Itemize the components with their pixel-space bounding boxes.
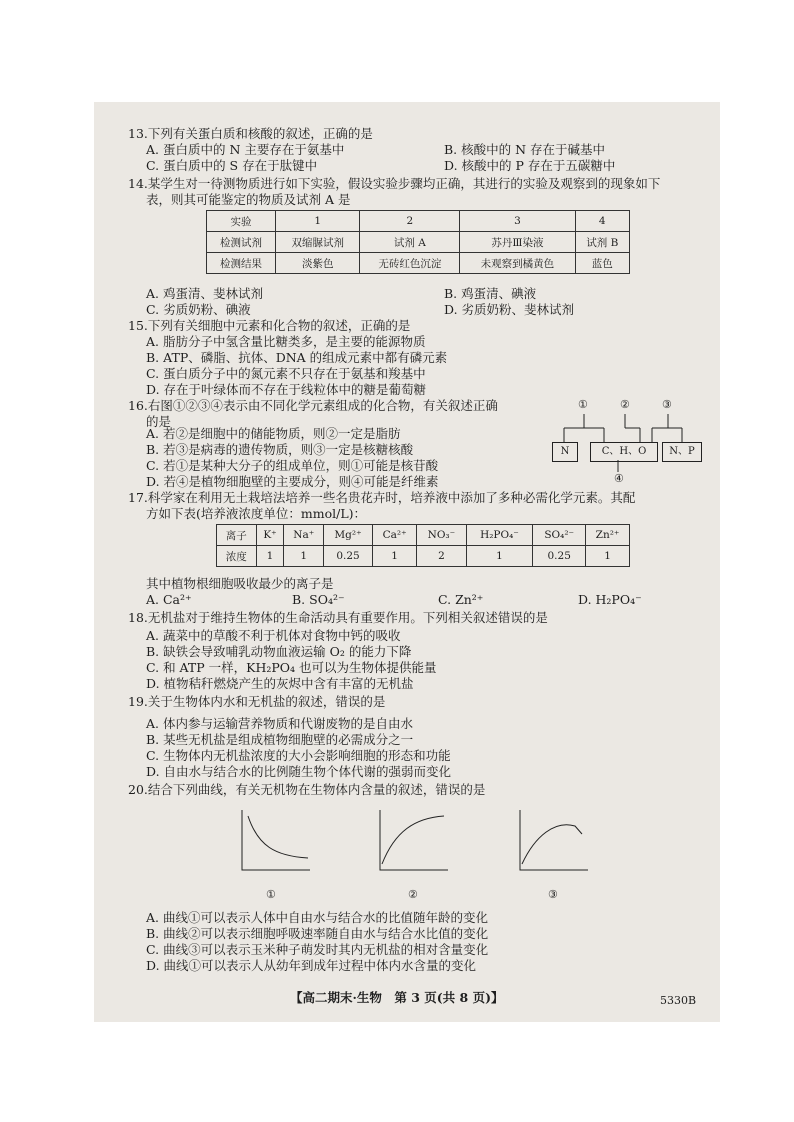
- q17-option-b: B. SO₄²⁻: [292, 592, 345, 607]
- cell: 检测结果: [207, 253, 276, 274]
- q13-option-b: B. 核酸中的 N 存在于碱基中: [444, 142, 606, 157]
- cell: 1: [586, 546, 630, 567]
- cell: 浓度: [217, 546, 257, 567]
- q20-stem: 20.结合下列曲线，有关无机物在生物体内含量的叙述，错误的是: [128, 782, 486, 797]
- q13-option-c: C. 蛋白质中的 S 存在于肽键中: [146, 158, 318, 173]
- cell: 蓝色: [575, 253, 629, 274]
- cell: 未观察到橘黄色: [460, 253, 575, 274]
- q20-option-c: C. 曲线③可以表示玉米种子萌发时其内无机盐的相对含量变化: [146, 942, 489, 957]
- label-2: ②: [620, 398, 630, 411]
- q17-option-d: D. H₂PO₄⁻: [578, 592, 642, 607]
- q16-option-c: C. 若①是某种大分子的组成单位，则①可能是核苷酸: [146, 458, 439, 473]
- cell: Ca²⁺: [373, 525, 417, 546]
- q14-option-d: D. 劣质奶粉、斐林试剂: [444, 302, 575, 317]
- q19-option-c: C. 生物体内无机盐浓度的大小会影响细胞的形态和功能: [146, 748, 451, 763]
- cell: 试剂 A: [360, 232, 460, 253]
- q18-stem: 18.无机盐对于维持生物体的生命活动具有重要作用。下列相关叙述错误的是: [128, 610, 548, 625]
- curve-label-2: ②: [408, 888, 418, 901]
- q15-option-c: C. 蛋白质分子中的氮元素不只存在于氨基和羧基中: [146, 366, 426, 381]
- q16-stem: 16.右图①②③④表示由不同化学元素组成的化合物，有关叙述正确: [128, 398, 498, 413]
- cell: 离子: [217, 525, 257, 546]
- q16-stem-2: 的是: [146, 414, 172, 429]
- q19-option-d: D. 自由水与结合水的比例随生物个体代谢的强弱而变化: [146, 764, 452, 779]
- exam-code: 5330B: [660, 994, 697, 1007]
- q13-option-a: A. 蛋白质中的 N 主要存在于氨基中: [146, 142, 345, 157]
- q17-table: [216, 524, 630, 567]
- cell: H₂PO₄⁻: [466, 525, 533, 546]
- q16-option-b: B. 若③是病毒的遗传物质，则③一定是核糖核酸: [146, 442, 414, 457]
- q14-option-a: A. 鸡蛋清、斐林试剂: [146, 286, 263, 301]
- q19-option-b: B. 某些无机盐是组成植物细胞壁的必需成分之一: [146, 732, 414, 747]
- q17-stem-2: 方如下表(培养液浓度单位：mmol/L)：: [146, 506, 366, 521]
- cell: 1: [373, 546, 417, 567]
- q18-option-b: B. 缺铁会导致哺乳动物血液运输 O₂ 的能力下降: [146, 644, 412, 659]
- q17-option-a: A. Ca²⁺: [146, 592, 192, 607]
- q19-option-a: A. 体内参与运输营养物质和代谢废物的是自由水: [146, 716, 413, 731]
- q13-option-d: D. 核酸中的 P 存在于五碳糖中: [444, 158, 616, 173]
- cell: NO₃⁻: [417, 525, 467, 546]
- cell: K⁺: [256, 525, 284, 546]
- q15-option-d: D. 存在于叶绿体而不存在于线粒体中的糖是葡萄糖: [146, 382, 427, 397]
- q16-option-a: A. 若②是细胞中的储能物质，则②一定是脂肪: [146, 426, 401, 441]
- curve-label-1: ①: [266, 888, 276, 901]
- q18-option-d: D. 植物秸秆燃烧产生的灰烬中含有丰富的无机盐: [146, 676, 414, 691]
- q14-stem: 14.某学生对一待测物质进行如下实验，假设实验步骤均正确，其进行的实验及观察到的现象如下: [128, 176, 661, 191]
- q14-table: [206, 210, 630, 274]
- curve-label-3: ③: [548, 888, 558, 901]
- q14-option-c: C. 劣质奶粉、碘液: [146, 302, 251, 317]
- curve-1: [248, 816, 308, 858]
- q18-option-c: C. 和 ATP 一样，KH₂PO₄ 也可以为生物体提供能量: [146, 660, 437, 675]
- cell: 双缩脲试剂: [276, 232, 360, 253]
- cell: 苏丹Ⅲ染液: [460, 232, 575, 253]
- cell: 0.25: [533, 546, 586, 567]
- box-n: N: [552, 442, 578, 462]
- cell: 淡紫色: [276, 253, 360, 274]
- q14-stem-2: 表，则其可能鉴定的物质及试剂 A 是: [146, 192, 351, 207]
- q19-stem: 19.关于生物体内水和无机盐的叙述，错误的是: [128, 694, 386, 709]
- q17-stem-3: 其中植物根细胞吸收最少的离子是: [146, 576, 334, 591]
- q20-option-a: A. 曲线①可以表示人体中自由水与结合水的比值随年龄的变化: [146, 910, 488, 925]
- cell: 实验: [207, 211, 276, 232]
- cell: 2: [417, 546, 467, 567]
- q20-option-b: B. 曲线②可以表示细胞呼吸速率随自由水与结合水比值的变化: [146, 926, 489, 941]
- q16-option-d: D. 若④是植物细胞壁的主要成分，则④可能是纤维素: [146, 474, 439, 489]
- curve-2: [382, 816, 444, 864]
- label-3: ③: [662, 398, 672, 411]
- box-cho: C、H、O: [590, 442, 658, 462]
- cell: 1: [284, 546, 324, 567]
- curve-3: [522, 825, 582, 864]
- cell: 3: [460, 211, 575, 232]
- cell: Mg²⁺: [324, 525, 373, 546]
- cell: 试剂 B: [575, 232, 629, 253]
- box-np: N、P: [662, 442, 702, 462]
- q15-option-a: A. 脂肪分子中氢含量比糖类多，是主要的能源物质: [146, 334, 426, 349]
- q15-option-b: B. ATP、磷脂、抗体、DNA 的组成元素中都有磷元素: [146, 350, 448, 365]
- cell: Na⁺: [284, 525, 324, 546]
- q20-option-d: D. 曲线①可以表示人从幼年到成年过程中体内水含量的变化: [146, 958, 477, 973]
- q13-stem: 13.下列有关蛋白质和核酸的叙述，正确的是: [128, 126, 373, 141]
- cell: 1: [466, 546, 533, 567]
- q15-stem: 15.下列有关细胞中元素和化合物的叙述，正确的是: [128, 318, 411, 333]
- label-4: ④: [614, 472, 624, 485]
- cell: SO₄²⁻: [533, 525, 586, 546]
- cell: 4: [575, 211, 629, 232]
- q17-stem: 17.科学家在利用无土栽培法培养一些名贵花卉时，培养液中添加了多种必需化学元素。其配: [128, 490, 636, 505]
- cell: 1: [256, 546, 284, 567]
- q17-option-c: C. Zn²⁺: [438, 592, 484, 607]
- cell: 0.25: [324, 546, 373, 567]
- diagram-down-line: [600, 458, 640, 478]
- q14-option-b: B. 鸡蛋清、碘液: [444, 286, 537, 301]
- label-1: ①: [578, 398, 588, 411]
- q18-option-a: A. 蔬菜中的草酸不利于机体对食物中钙的吸收: [146, 628, 401, 643]
- cell: 无砖红色沉淀: [360, 253, 460, 274]
- cell: Zn²⁺: [586, 525, 630, 546]
- cell: 1: [276, 211, 360, 232]
- cell: 检测试剂: [207, 232, 276, 253]
- page-footer: 【高二期末·生物 第 3 页(共 8 页)】: [290, 990, 504, 1005]
- cell: 2: [360, 211, 460, 232]
